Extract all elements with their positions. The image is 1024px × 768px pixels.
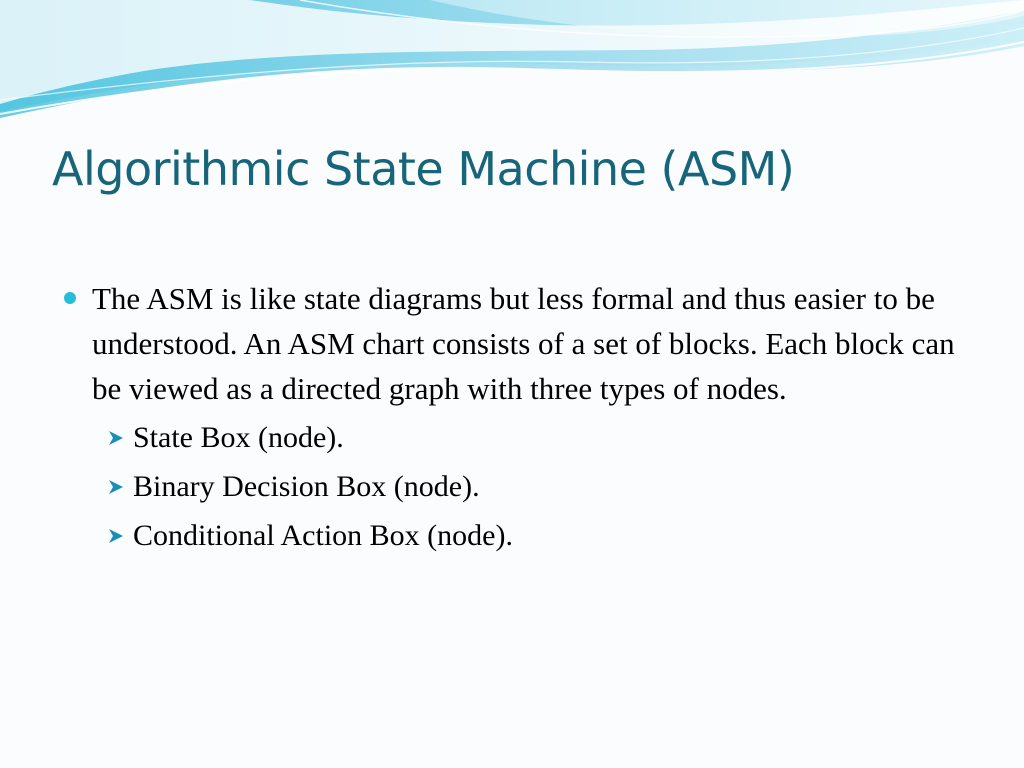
- bullet-text: The ASM is like state diagrams but less formal and thus easier to be understood. An ASM chart consists of a set of blocks. Each block can be viewed as a directed graph with three types of nodes.: [92, 281, 955, 406]
- arrowhead-icon: [106, 528, 126, 544]
- sub-bullet-text: Conditional Action Box (node).: [133, 519, 513, 552]
- slide-title: Algorithmic State Machine (ASM): [52, 142, 795, 196]
- bullet-item: [60, 276, 970, 411]
- sub-bullet-item: [104, 413, 970, 462]
- bullet-dot-icon: [64, 292, 76, 304]
- sub-bullet-list: [60, 413, 970, 560]
- sub-bullet-item: [104, 511, 970, 560]
- sub-bullet-text: State Box (node).: [133, 421, 344, 454]
- arrowhead-icon: [106, 430, 126, 446]
- sub-bullet-text: Binary Decision Box (node).: [133, 470, 480, 503]
- wave-banner: [0, 0, 1024, 130]
- slide-content: [60, 276, 970, 560]
- sub-bullet-item: [104, 462, 970, 511]
- arrowhead-icon: [106, 479, 126, 495]
